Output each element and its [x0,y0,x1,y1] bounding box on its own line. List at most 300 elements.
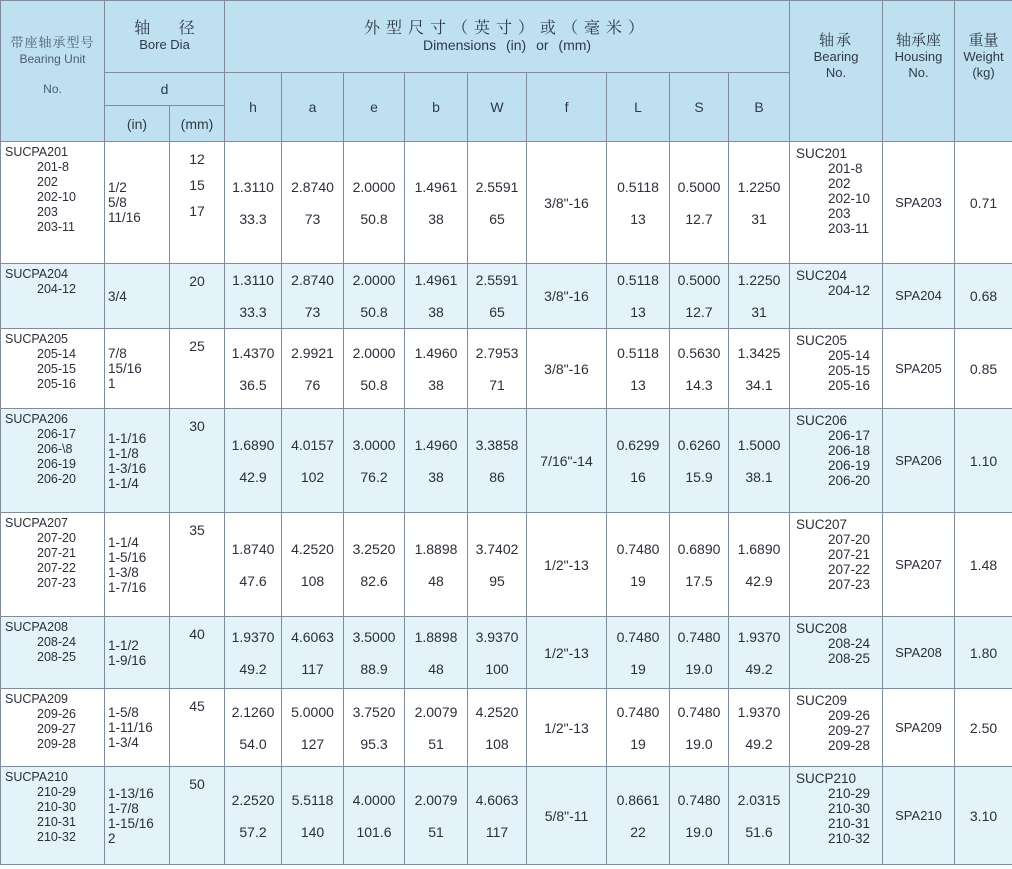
bore_in-line: 1-5/16 [108,549,147,565]
unit-line: SUCPA208 [5,620,68,634]
dim-S-cell [670,513,729,617]
W-line: 95 [489,572,505,589]
dim-B-cell [729,767,790,865]
S-line: 19.0 [685,735,713,752]
B-line: 1.2250 [737,272,781,288]
bore_mm-line: 17 [189,203,205,219]
bore_in-line: 1-1/16 [108,430,147,446]
bore_in-line: 15/16 [108,361,142,376]
weight-header [955,1,1012,142]
dim-S-cell [670,409,729,513]
dim-S-cell [670,329,729,409]
unit-model-cell [1,767,105,865]
bearing-line: 208-25 [828,651,871,666]
h-line: 57.2 [239,823,267,840]
housing-header-cn: 轴承座 [896,32,942,49]
dim-L-cell [607,617,670,689]
B-line: 34.1 [745,376,773,393]
bore_in-line: 1-1/8 [108,445,139,461]
dim-L-cell [607,689,670,767]
weight-cell: 1.48 [955,513,1012,617]
unit-line: 206-20 [37,472,76,486]
b-line: 1.4960 [414,344,458,361]
bearing-line: SUC205 [796,333,848,348]
dimensions-header-en: Dimensions (in) or (mm) [422,36,592,53]
b-line: 38 [428,468,444,485]
dim-b-cell [405,264,468,329]
L-line: 19 [630,735,646,752]
e-line: 76.2 [360,468,388,485]
h-line: 49.2 [239,660,267,677]
dim-f-cell: 3/8"-16 [527,264,607,329]
W-line: 4.6063 [475,791,519,808]
unit-line: 208-25 [37,650,76,664]
bore_in-line: 5/8 [108,195,127,210]
bearing-line: SUC208 [796,621,848,636]
a-line: 140 [300,823,325,840]
a-line: 5.0000 [291,703,334,720]
unit-model-cell [1,409,105,513]
bore-in-cell [105,689,170,767]
bearing-line: SUC209 [796,693,848,708]
bore-header-cn: 轴 径 [134,19,207,37]
unit-line: 209-27 [37,722,76,736]
S-line: 0.7480 [677,703,721,720]
unit-line: 203-11 [37,220,75,234]
bore-header-en: Bore Dia [139,36,190,52]
unit-model-cell [1,142,105,264]
table-row [1,409,1012,513]
dim-f-cell: 3/8"-16 [527,329,607,409]
a-line: 2.8740 [291,178,334,195]
unit-line: 207-23 [37,576,76,590]
W-line: 2.5591 [475,272,519,288]
bore-mm-cell [170,689,225,767]
bore_mm-line: 30 [189,418,205,434]
dim-b-cell [405,513,468,617]
B-line: 38.1 [745,468,773,485]
col-header-B: B [729,73,790,142]
dim-e-cell [344,513,405,617]
bore_in-line: 1-11/16 [108,720,153,735]
S-line: 19.0 [685,660,713,677]
bearing-header-en: Bearing [813,49,859,64]
bore-in-header: (in) [105,106,170,142]
bearing-line: 207-23 [828,577,871,592]
bearing-line: 206-17 [828,428,871,443]
bearing-line: 208-24 [828,636,871,651]
dim-f-cell: 7/16"-14 [527,409,607,513]
dim-f-cell: 5/8"-11 [527,767,607,865]
col-header-b: b [405,73,468,142]
L-line: 22 [630,823,646,840]
e-line: 3.7520 [352,703,396,720]
bearing-line: 201-8 [828,161,863,176]
dim-h-cell [225,409,282,513]
e-line: 101.6 [356,823,392,840]
bearing-line: 206-20 [828,473,871,488]
dim-h-cell [225,767,282,865]
bearing-line: SUC201 [796,146,848,161]
dim-W-cell [468,264,527,329]
a-line: 102 [300,468,325,485]
unit-line: 206-\8 [37,442,73,456]
bore_in-line: 1-7/16 [108,579,147,595]
b-line: 2.0079 [414,791,458,808]
dim-L-cell [607,264,670,329]
dim-L-cell [607,142,670,264]
dim-W-cell [468,409,527,513]
e-line: 2.0000 [352,178,396,195]
dim-f-cell: 1/2"-13 [527,689,607,767]
bore_mm-line: 40 [189,626,205,642]
dim-W-cell [468,142,527,264]
dim-B-cell [729,142,790,264]
unit-line: 202-10 [37,190,76,204]
h-line: 2.1260 [231,703,275,720]
bore_in-line: 1-3/4 [108,735,139,750]
unit-line: 201-8 [37,160,69,174]
W-line: 4.2520 [475,703,519,720]
dim-a-cell [282,264,344,329]
col-header-L: L [607,73,670,142]
housing-no-cell: SPA204 [883,264,955,329]
L-line: 19 [630,660,646,677]
e-line: 3.5000 [352,628,396,645]
W-line: 3.7402 [475,540,519,557]
dim-b-cell [405,767,468,865]
bore_in-line: 11/16 [108,210,141,225]
unit-line: 209-28 [37,737,76,751]
dim-S-cell [670,142,729,264]
bore-mm-cell [170,409,225,513]
dim-e-cell [344,617,405,689]
housing-header-en: Housing [894,49,943,64]
col-header-f: f [527,73,607,142]
bearing-line: SUC206 [796,413,848,428]
S-line: 0.5000 [677,272,721,288]
bore_in-line: 1-15/16 [108,815,154,831]
dim-a-cell [282,617,344,689]
bore-mm-cell [170,264,225,329]
table-body [1,142,1012,865]
bearing-line: SUCP210 [796,771,857,786]
S-line: 0.6890 [677,540,721,557]
bore_mm-line: 45 [189,698,205,714]
unit-line: SUCPA209 [5,692,68,706]
S-line: 17.5 [685,572,713,589]
col-header-h: h [225,73,282,142]
dim-L-cell [607,513,670,617]
e-line: 4.0000 [352,791,396,808]
L-line: 0.5118 [617,272,659,288]
dim-B-cell [729,264,790,329]
unit-header-cn: 带座轴承型号 [10,35,95,50]
unit-line: SUCPA207 [5,516,68,530]
weight-cell: 1.80 [955,617,1012,689]
housing-no-cell: SPA210 [883,767,955,865]
S-line: 19.0 [685,823,713,840]
bearing-line: SUC207 [796,517,848,532]
b-line: 51 [428,735,444,752]
W-line: 3.9370 [475,628,519,645]
unit-line: 210-30 [37,800,76,814]
housing-no-cell: SPA209 [883,689,955,767]
e-line: 50.8 [360,304,388,320]
dim-a-cell [282,329,344,409]
b-line: 38 [428,210,444,227]
unit-header-en: Bearing Unit [19,52,86,66]
bore-in-cell [105,767,170,865]
dim-W-cell [468,767,527,865]
table-row [1,767,1012,865]
dim-f-cell: 1/2"-13 [527,617,607,689]
B-line: 49.2 [745,660,773,677]
bore_mm-line: 20 [189,273,205,289]
dim-b-cell [405,329,468,409]
dim-L-cell [607,329,670,409]
dim-W-cell [468,617,527,689]
bore_in-line: 1-1/4 [108,475,139,491]
bore_in-line: 1-13/16 [108,785,154,801]
bore_in-line: 1-3/8 [108,564,139,580]
unit-line: 210-32 [37,830,76,844]
L-line: 13 [630,210,646,227]
housing-no-cell: SPA208 [883,617,955,689]
S-line: 0.5000 [677,178,721,195]
unit-header [1,1,105,142]
unit-line: SUCPA204 [5,267,68,281]
bore_in-line: 1-1/2 [108,637,139,653]
dim-W-cell [468,513,527,617]
dim-b-cell [405,617,468,689]
bearing-no-cell [790,513,883,617]
bore_mm-line: 12 [189,151,205,167]
W-line: 117 [485,823,509,840]
h-line: 54.0 [239,735,267,752]
B-line: 1.9370 [737,628,781,645]
dim-B-cell [729,329,790,409]
b-line: 48 [428,660,444,677]
weight-cell: 0.68 [955,264,1012,329]
unit-line: 203 [37,205,58,219]
b-line: 48 [428,572,444,589]
e-line: 3.2520 [352,540,396,557]
dim-h-cell [225,264,282,329]
W-line: 65 [489,210,505,227]
S-line: 14.3 [685,376,713,393]
bore_mm-line: 50 [189,776,205,792]
unit-line: 206-17 [37,427,76,441]
h-line: 1.9370 [231,628,275,645]
bearing-line: 203 [828,206,851,221]
h-line: 1.3110 [232,178,274,195]
W-line: 65 [489,304,505,320]
bore_in-line: 1-7/8 [108,800,139,816]
col-header-S: S [670,73,729,142]
L-line: 19 [630,572,646,589]
L-line: 13 [630,376,646,393]
bearing-line: 209-28 [828,738,871,753]
bearing-header-cn: 轴承 [819,32,854,49]
table-row [1,142,1012,264]
e-line: 2.0000 [352,344,396,361]
bearing-line: 207-21 [828,547,871,562]
bore-in-cell [105,264,170,329]
unit-line: 209-26 [37,707,76,721]
B-line: 31 [751,304,767,320]
bearing-line: 205-16 [828,378,871,393]
a-line: 5.5118 [291,791,334,808]
h-line: 36.5 [239,376,267,393]
weight-cell: 0.85 [955,329,1012,409]
unit-line: SUCPA206 [5,412,68,426]
h-line: 1.4370 [231,344,275,361]
a-line: 4.0157 [291,436,334,453]
unit-line: SUCPA210 [5,770,68,784]
dimensions-header [225,1,790,73]
B-line: 1.5000 [737,436,781,453]
unit-line: 205-14 [37,347,76,361]
S-line: 12.7 [685,210,713,227]
B-line: 1.9370 [737,703,781,720]
S-line: 0.7480 [677,791,721,808]
L-line: 0.5118 [617,178,659,195]
dim-f-cell: 3/8"-16 [527,142,607,264]
b-line: 1.8898 [414,628,458,645]
bearing-line: SUC204 [796,268,848,283]
b-line: 38 [428,304,444,320]
bearing-line: 204-12 [828,283,871,298]
S-line: 0.7480 [677,628,721,645]
bore-mm-cell [170,767,225,865]
a-line: 127 [300,735,325,752]
b-line: 1.4961 [414,178,458,195]
bore-in-cell [105,617,170,689]
dim-h-cell [225,617,282,689]
dim-h-cell [225,142,282,264]
b-line: 1.4960 [414,436,458,453]
table-row [1,617,1012,689]
h-line: 1.3110 [232,272,274,288]
unit-model-cell [1,329,105,409]
bore_in-line: 2 [108,830,116,846]
a-line: 4.6063 [291,628,334,645]
unit-model-cell [1,264,105,329]
col-header-W: W [468,73,527,142]
a-line: 76 [304,376,321,393]
unit-line: SUCPA205 [5,332,68,346]
B-line: 42.9 [745,572,773,589]
dim-B-cell [729,409,790,513]
S-line: 15.9 [685,468,713,485]
B-line: 1.3425 [737,344,781,361]
bearing-no-cell [790,409,883,513]
bearing-no-cell [790,689,883,767]
dim-S-cell [670,617,729,689]
L-line: 0.7480 [616,540,660,557]
e-line: 50.8 [360,210,388,227]
S-line: 0.6260 [677,436,721,453]
bearing-line: 210-30 [828,801,871,816]
bearing-line: 203-11 [828,221,870,236]
bearing-line: 205-15 [828,363,871,378]
bore-mm-cell [170,142,225,264]
weight-cell: 1.10 [955,409,1012,513]
unit-line: 207-21 [37,546,76,560]
b-line: 1.4961 [414,272,458,288]
bearing-no-cell [790,264,883,329]
a-line: 73 [304,304,321,320]
col-header-e: e [344,73,405,142]
table-row [1,689,1012,767]
bearing-line: 209-26 [828,708,871,723]
unit-line: 210-29 [37,785,76,799]
unit-line: 205-16 [37,377,76,391]
B-line: 1.6890 [737,540,781,557]
weight-cell: 0.71 [955,142,1012,264]
h-line: 2.2520 [231,791,275,808]
B-line: 49.2 [745,735,773,752]
dim-e-cell [344,409,405,513]
h-line: 33.3 [239,210,267,227]
bore_mm-line: 35 [189,522,205,538]
dim-W-cell [468,689,527,767]
bore_in-line: 7/8 [108,346,127,361]
W-line: 100 [485,660,509,677]
table-row [1,329,1012,409]
weight-cell: 2.50 [955,689,1012,767]
a-line: 117 [301,660,324,677]
unit-line: 206-19 [37,457,76,471]
dim-e-cell [344,767,405,865]
h-line: 42.9 [239,468,267,485]
unit-line: 205-15 [37,362,76,376]
bearing-line: 207-22 [828,562,871,577]
h-line: 33.3 [239,304,267,320]
bore-in-cell [105,513,170,617]
bearing-header-no: No. [825,65,847,80]
housing-no-cell: SPA207 [883,513,955,617]
a-line: 2.8740 [291,272,334,288]
L-line: 16 [630,468,646,485]
bearing-line: 210-31 [828,816,871,831]
a-line: 4.2520 [291,540,334,557]
dim-L-cell [607,767,670,865]
bearing-line: 206-18 [828,443,871,458]
h-line: 1.8740 [231,540,275,557]
unit-line: 204-12 [37,282,76,296]
bore-in-cell [105,329,170,409]
b-line: 38 [428,376,444,393]
B-line: 31 [751,210,767,227]
bore-mm-cell [170,329,225,409]
housing-header-no: No. [908,65,929,80]
bore-header [105,1,225,73]
dim-S-cell [670,264,729,329]
unit-model-cell [1,513,105,617]
bearing-no-cell [790,329,883,409]
a-line: 2.9921 [291,344,334,361]
unit-line: 210-31 [37,815,76,829]
W-line: 71 [489,376,505,393]
dim-h-cell [225,513,282,617]
dim-h-cell [225,689,282,767]
L-line: 13 [630,304,646,320]
bore_in-line: 1-3/16 [108,460,147,476]
dim-a-cell [282,142,344,264]
dim-h-cell [225,329,282,409]
